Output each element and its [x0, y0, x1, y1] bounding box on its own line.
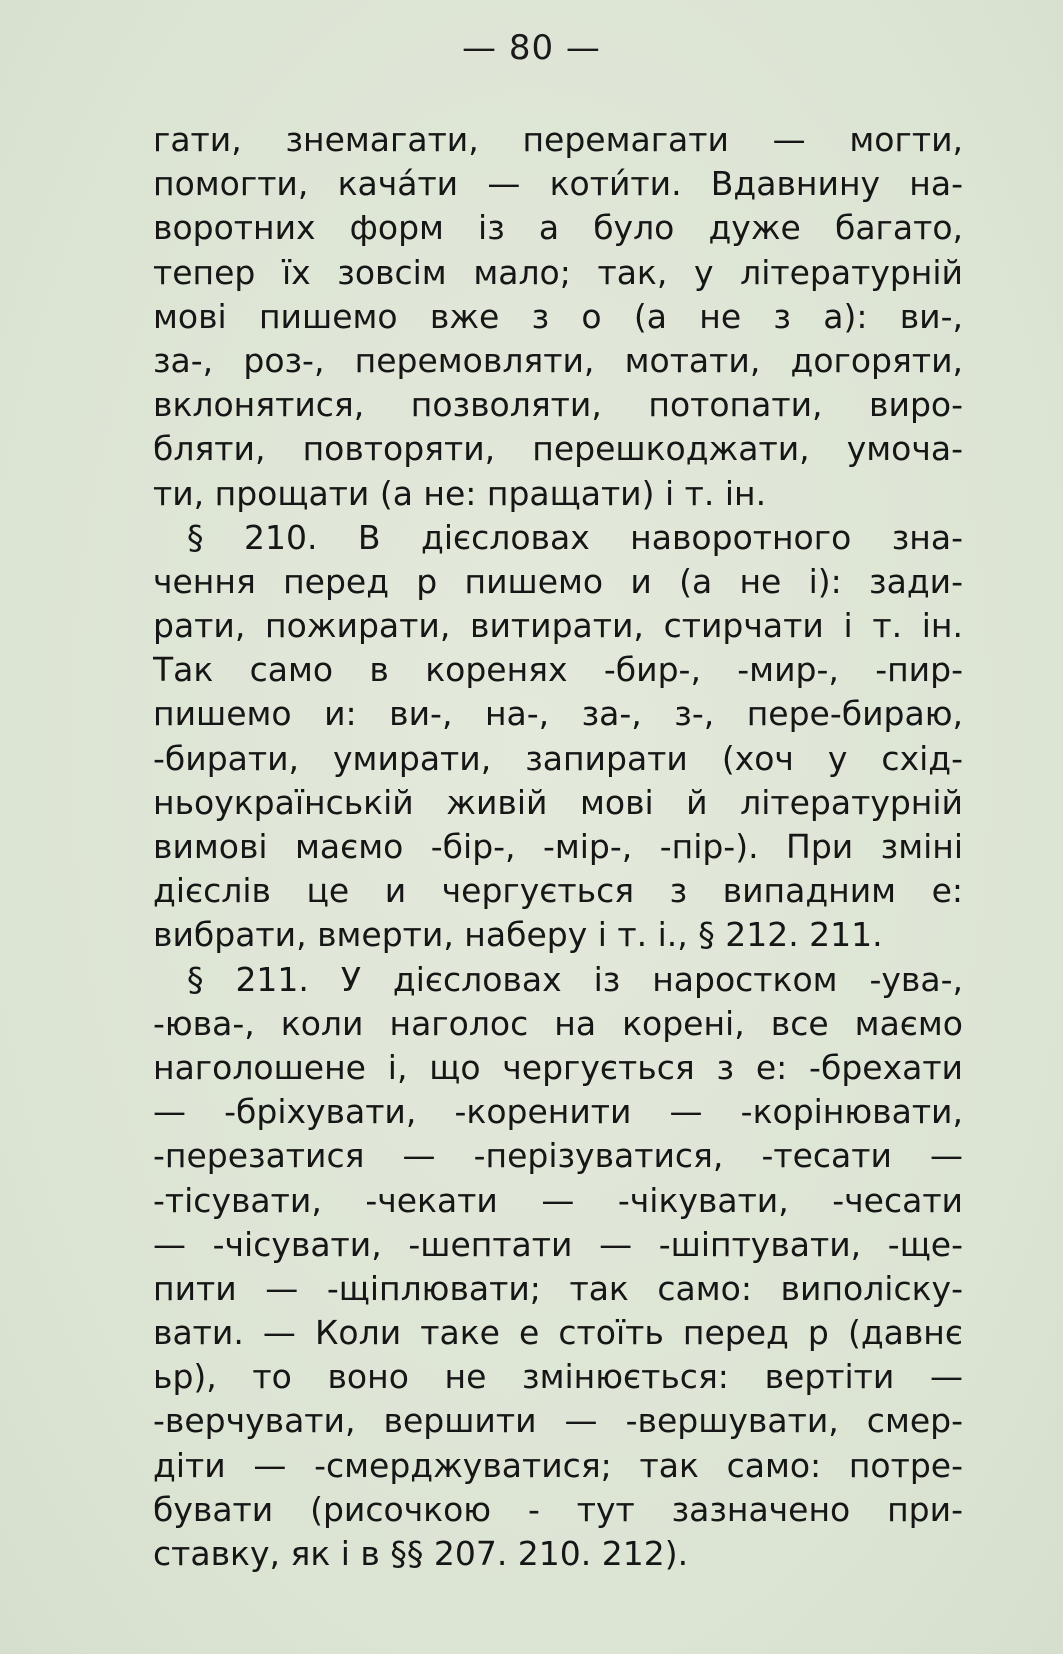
text-line: мові пишемо вже з о (а не з а): ви-, — [153, 296, 963, 336]
text-line: помогти, кача́ти — коти́ти. Вдавнину на- — [153, 164, 963, 204]
text-line: ставку, як і в §§ 207. 210. 212). — [153, 1534, 689, 1573]
text-line: вибрати, вмерти, наберу і т. і., § 212. 211. — [153, 915, 883, 955]
text-line: пишемо и: ви-, на-, за-, з-, пере-бираю, — [153, 694, 963, 734]
text-line: дієслів це и чергується з випадним е: — [153, 871, 963, 911]
text-line: рати, пожирати, витирати, стирчати і т. ін. — [153, 606, 963, 646]
text-line: воротних форм із а було дуже багато, — [153, 208, 963, 248]
paragraph-210-start: § 210. В дієсловах наворотного зна- — [187, 517, 963, 557]
text-line: -перезатися — -перізуватися, -тесати — — [153, 1136, 963, 1176]
text-line: діти — -смерджуватися; так само: потре- — [153, 1445, 963, 1485]
text-line: тепер їх зовсім мало; так, у літературній — [153, 252, 963, 292]
text-line: гати, знемагати, перемагати — могти, — [153, 120, 963, 159]
paragraph-211-start: § 211. У дієсловах із наростком -ува-, — [187, 959, 963, 999]
page-number: — 80 — — [462, 28, 601, 68]
text-line: чення перед р пишемо и (а не і): зади- — [153, 561, 963, 601]
text-line: вати. — Коли таке е стоїть перед р (давнє — [153, 1313, 963, 1353]
text-line: ти, прощати (а не: пращати) і т. ін. — [153, 473, 767, 513]
text-line: -бирати, умирати, запирати (хоч у схід- — [153, 738, 963, 778]
text-line: пити — -щіплювати; так само: виполіску- — [153, 1268, 963, 1308]
text-line: — -чісувати, -шептати — -шіптувати, -ще- — [153, 1224, 963, 1264]
text-line: за-, роз-, перемовляти, мотати, догоряти, — [153, 340, 963, 380]
text-line: ньоукраїнській живій мові й літературній — [153, 782, 963, 822]
text-line: бувати (рисочкою - тут зазначено при- — [153, 1489, 963, 1529]
page-body-text — [153, 118, 963, 1576]
text-line: вимові маємо -бір-, -мір-, -пір-). При зміні — [153, 827, 963, 866]
text-line: Так само в коренях -бир-, -мир-, -пир- — [153, 650, 963, 690]
text-line: вклонятися, позволяти, потопати, виро- — [153, 385, 963, 425]
text-line: -юва-, коли наголос на корені, все маємо — [153, 1003, 963, 1043]
text-line: -верчувати, вершити — -вершувати, смер- — [153, 1401, 963, 1441]
text-line: ьр), то воно не змінюється: вертіти — — [153, 1357, 963, 1397]
text-line: бляти, повторяти, перешкоджати, умоча- — [153, 429, 963, 469]
text-line: — -бріхувати, -коренити — -корінювати, — [153, 1092, 963, 1132]
text-line: наголошене і, що чергується з е: -брехати — [153, 1047, 963, 1087]
text-line: -тісувати, -чекати — -чікувати, -чесати — [153, 1180, 963, 1220]
